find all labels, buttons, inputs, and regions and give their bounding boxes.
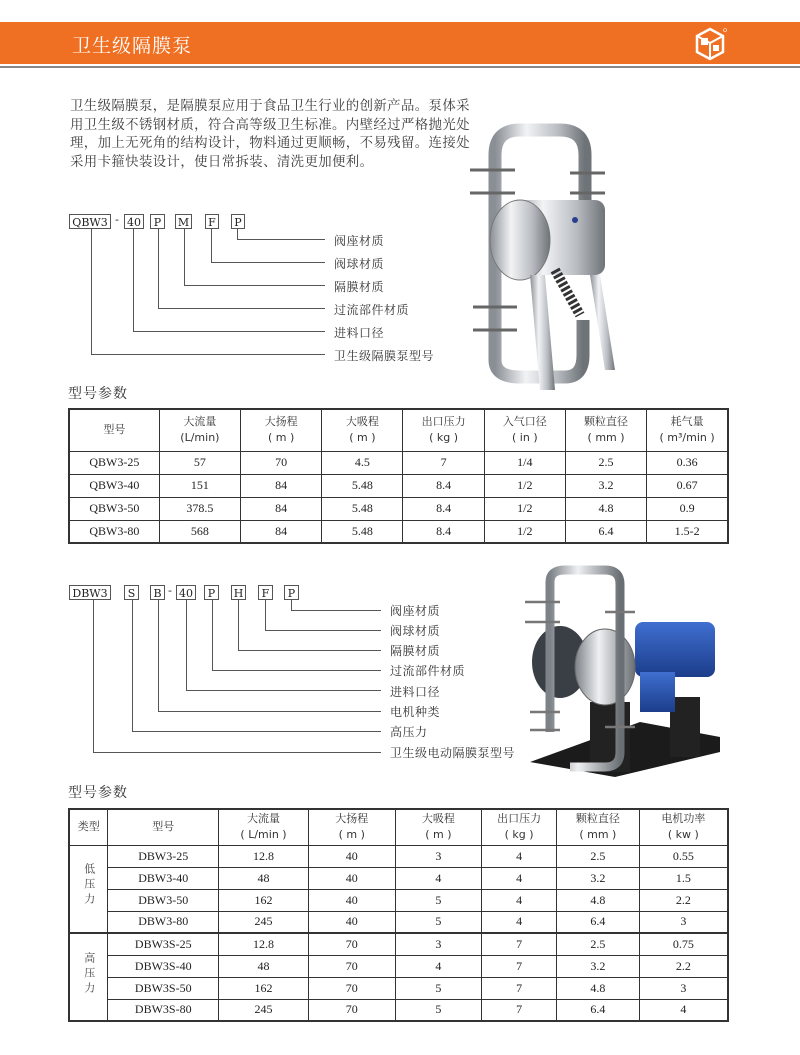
table-row: DBW3S-80 245 70 5 7 6.4 4 (69, 999, 728, 1021)
col-header: 大流量 ( L/min ) (219, 809, 309, 845)
col-header: 大流量 (L/min) (159, 409, 240, 451)
code-box: H (231, 585, 246, 600)
pump-image-1 (465, 115, 615, 395)
diagram-label: 过流部件材质 (390, 664, 466, 678)
table1-title: 型号参数 (68, 386, 128, 402)
table-row: 低压力 DBW3-25 12.8 40 3 4 2.5 0.55 (69, 845, 728, 867)
header-divider (0, 66, 800, 68)
code-box: B (150, 585, 165, 600)
code-dash: - (168, 584, 172, 597)
diagram-label: 卫生级电动隔膜泵型号 (390, 746, 516, 760)
code-box: 40 (176, 585, 196, 600)
brand-logo-icon (693, 27, 727, 61)
code-box: P (231, 214, 245, 229)
type-label: 低压力 (82, 863, 96, 909)
col-header: 大吸程 ( m ) (322, 409, 403, 451)
code-box: QBW3 (69, 214, 111, 229)
page-title: 卫生级隔膜泵 (72, 35, 193, 57)
diagram-label: 阀球材质 (390, 624, 441, 638)
table-row: DBW3S-40 48 70 4 7 3.2 2.2 (69, 955, 728, 977)
table-row: DBW3-50 162 40 5 4 4.8 2.2 (69, 889, 728, 911)
diagram-label: 隔膜材质 (334, 280, 385, 294)
diagram-label: 卫生级隔膜泵型号 (334, 349, 435, 363)
pump-image-2 (520, 562, 730, 777)
col-header: 型号 (108, 809, 219, 845)
table2-title: 型号参数 (68, 785, 128, 801)
code-dash: - (115, 213, 119, 226)
code-box: F (205, 214, 219, 229)
diagram-label: 高压力 (390, 725, 428, 739)
spec-table-1 (68, 408, 729, 544)
col-header: 颗粒直径 ( mm ) (565, 409, 646, 451)
col-header: 大扬程 ( m ) (241, 409, 322, 451)
table-row: 高压力 DBW3S-25 12.8 70 3 7 2.5 0.75 (69, 933, 728, 955)
col-header: 型号 (69, 409, 159, 451)
col-header: 出口压力 ( kg ) (482, 809, 557, 845)
col-header: 类型 (69, 809, 108, 845)
code-box: P (150, 214, 165, 229)
col-header: 入气口径 ( in ) (484, 409, 565, 451)
table-row: QBW3-25 57 70 4.5 7 1/4 2.5 0.36 (69, 451, 728, 474)
diagram-label: 阀座材质 (390, 604, 441, 618)
col-header: 出口压力 ( kg ) (403, 409, 484, 451)
code-box: DBW3 (69, 585, 111, 600)
col-header: 大吸程 ( m ) (395, 809, 482, 845)
intro-paragraph: 卫生级隔膜泵，是隔膜泵应用于食品卫生行业的创新产品。泵体采用卫生级不锈钢材质，符合高等级卫生标准。内壁经过严格抛光处理，加上无死角的结构设计，物料通过更顺畅，不易残留。连接处采用卡箍快装设计，使日常拆装、清洗更加便利。 (70, 99, 470, 170)
table-header-row (69, 809, 728, 845)
table-row: QBW3-40 151 84 5.48 8.4 1/2 3.2 0.67 (69, 474, 728, 497)
col-header: 颗粒直径 ( mm ) (556, 809, 639, 845)
diagram-label: 阀球材质 (334, 257, 385, 271)
table-row: QBW3-80 568 84 5.48 8.4 1/2 6.4 1.5-2 (69, 520, 728, 543)
diagram-label: 隔膜材质 (390, 644, 441, 658)
diagram-label: 电机种类 (390, 705, 441, 719)
table-row: DBW3-80 245 40 5 4 6.4 3 (69, 911, 728, 933)
table-row: DBW3-40 48 40 4 4 3.2 1.5 (69, 867, 728, 889)
diagram-label: 阀座材质 (334, 234, 385, 248)
diagram-label: 进料口径 (334, 326, 385, 340)
diagram-label: 过流部件材质 (334, 303, 410, 317)
code-box: P (204, 585, 219, 600)
type-cell-low-pressure (69, 845, 108, 933)
type-label: 高压力 (82, 951, 96, 997)
col-header: 大扬程 ( m ) (308, 809, 395, 845)
table-header-row (69, 409, 728, 451)
type-cell-high-pressure (69, 933, 108, 1021)
code-box: M (175, 214, 192, 229)
table-row: QBW3-50 378.5 84 5.48 8.4 1/2 4.8 0.9 (69, 497, 728, 520)
col-header: 电机功率 ( kw ) (639, 809, 728, 845)
col-header: 耗气量 ( m³/min ) (647, 409, 728, 451)
diagram-label: 进料口径 (390, 685, 441, 699)
table-row: DBW3S-50 162 70 5 7 4.8 3 (69, 977, 728, 999)
code-box: P (284, 585, 299, 600)
code-box: F (258, 585, 273, 600)
code-box: 40 (124, 214, 144, 229)
spec-table-2 (68, 808, 729, 1022)
code-box: S (124, 585, 139, 600)
